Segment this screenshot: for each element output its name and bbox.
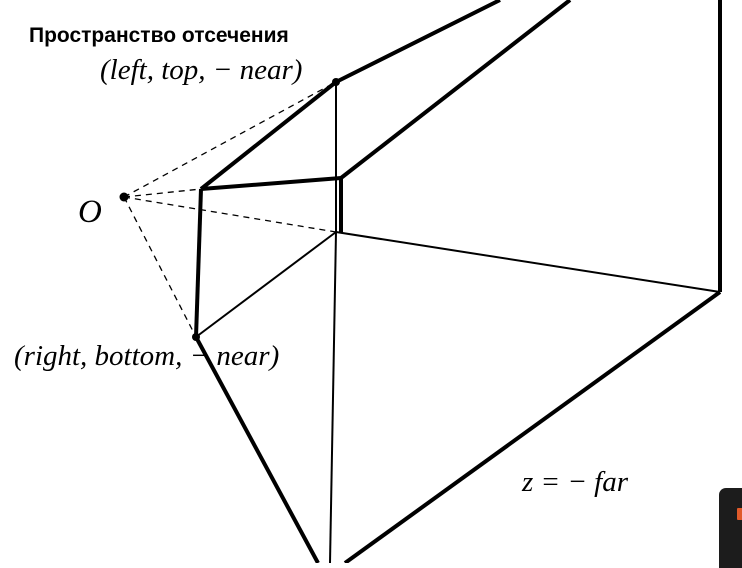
far-plane-label: z = − far [522,466,629,498]
edge-inner-diagonal [196,232,336,337]
origin-label: O [78,194,102,230]
edge-far-bottom [345,292,720,563]
edge-upper-far-1 [336,0,500,82]
edge-inner-down [330,232,336,563]
edge-near-left [196,189,201,337]
corner-widget[interactable] [719,488,742,568]
edge-near-top [201,178,341,189]
edge-left-top-slant [201,82,336,189]
thin-edges [196,82,720,563]
ray-to-near-center [124,197,336,232]
widget-accent-icon [737,508,742,520]
origin-point [120,193,129,202]
diagram-title: Пространство отсечения [29,24,289,47]
left-top-near-label: (left, top, − near) [100,54,303,86]
ray-to-right-bottom [124,197,196,337]
right-bottom-near-label: (right, bottom, − near) [14,340,280,372]
left-top-point [332,78,340,86]
edge-upper-far-2 [341,0,570,178]
edge-inner-horizontal [336,232,720,292]
projection-rays [124,82,336,337]
